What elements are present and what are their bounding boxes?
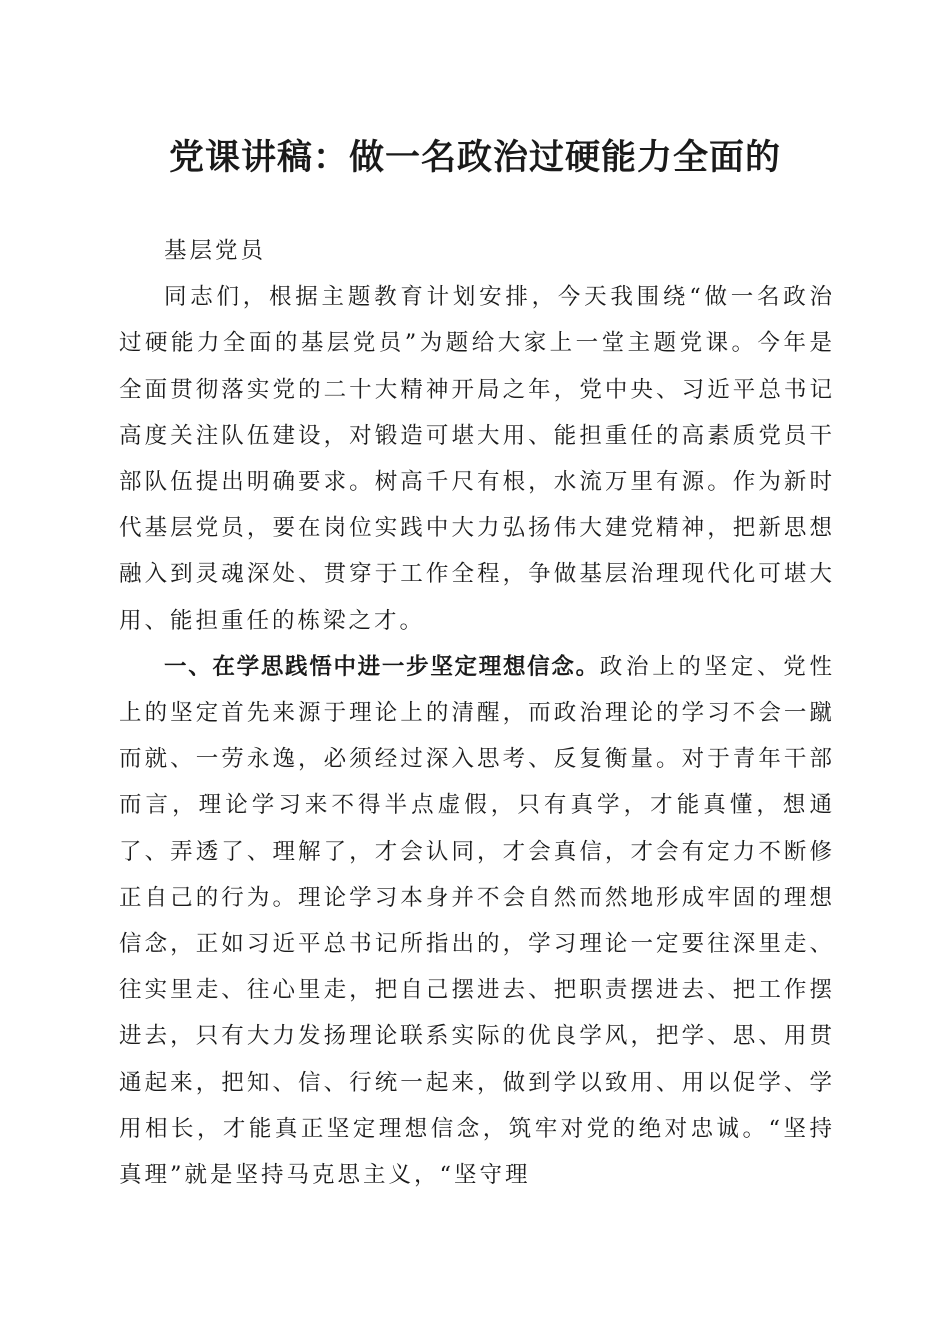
- document-body: [119, 228, 835, 1198]
- document-title: 党课讲稿：做一名政治过硬能力全面的: [168, 138, 781, 178]
- section-one-paragraph: [119, 644, 835, 1198]
- section-one-text: 政治上的坚定、党性上的坚定首先来源于理论上的清醒，而政治理论的学习不会一蹴而就、一劳永逸，必须经过深入思考、反复衡量。对于青年干部而言，理论学习来不得半点虚假，只有真学，才能真懂，想通了、弄透了、理解了，才会认同，才会真信，才会有定力不断修正自己的行为。理论学习本身并不会自然而然地形成牢固的理想信念，正如习近平总书记所指出的，学习理论一定要往深里走、往实里走、往心里走，把自己摆进去、把职责摆进去、把工作摆进去，只有大力发扬理论联系实际的优良学风，把学、思、用贯通起来，把知、信、行统一起来，做到学以致用、用以促学、学用相长，才能真正坚定理想信念，筑牢对党的绝对忠诚。“坚持真理”就是坚持马克思主义，“坚守理: [119, 653, 835, 1189]
- title-continuation: 基层党员: [164, 238, 267, 264]
- section-one-heading: 一、在学思践悟中进一步坚定理想信念。: [164, 653, 600, 680]
- intro-paragraph: 同志们，根据主题教育计划安排，今天我围绕“做一名政治过硬能力全面的基层党员”为题给大家上一堂主题党课。今年是全面贯彻落实党的二十大精神开局之年，党中央、习近平总书记高度关注队伍建设，对锻造可堪大用、能担重任的高素质党员干部队伍提出明确要求。树高千尺有根，水流万里有源。作为新时代基层党员，要在岗位实践中大力弘扬伟大建党精神，把新思想融入到灵魂深处、贯穿于工作全程，争做基层治理现代化可堪大用、能担重任的栋梁之才。: [119, 284, 835, 634]
